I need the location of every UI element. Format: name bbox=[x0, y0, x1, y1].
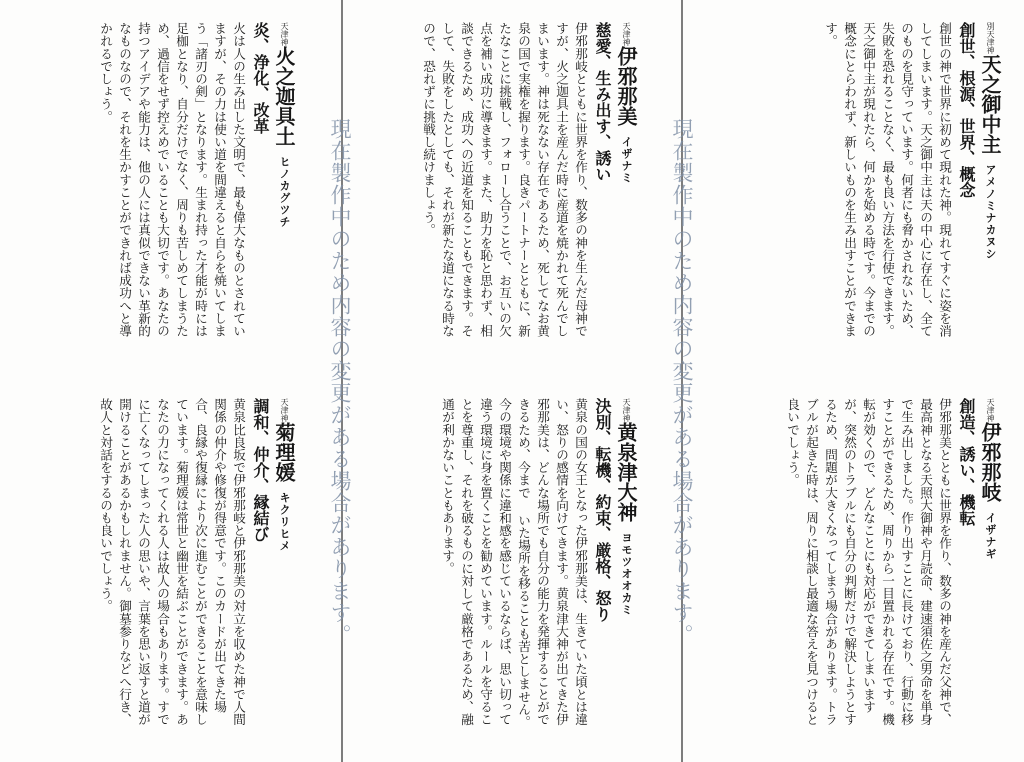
entry-keywords: 決別、転機、約束、厳格、怒り bbox=[593, 398, 612, 622]
watermark-left: 現在製作中のため内容の変更がある場合があります。 bbox=[328, 118, 352, 646]
entry-reading: キクリヒメ bbox=[278, 492, 291, 552]
entry-body: 黄泉比良坂で伊邪那岐と伊邪那美の対立を収めた神で人間関係の仲介や修復が得意です。このカードが出てきた場合、良縁や復縁により次に進むことができることを意味しています。菊理媛は常世と幽世を結ぶことができます。あなたの力になってくれる人は故人の場合もあります。すでに亡くなってしまった人の思いや、言葉を思い返すと道が開けることがあるかもしれません。御墓参りなどへ行き、故人と対話をするのも良いでしょう。 bbox=[98, 398, 246, 726]
entry-name: 菊理媛 bbox=[272, 422, 296, 482]
entry-reading: ヒノカグツチ bbox=[278, 156, 291, 228]
entry-amenominakanushi bbox=[821, 22, 1002, 344]
entry-name: 黄泉津大神 bbox=[614, 422, 638, 522]
entry-keywords: 調和、仲介、縁結び bbox=[251, 398, 270, 542]
entry-keywords: 炎、浄化、改革 bbox=[251, 22, 270, 134]
entry-keywords: 慈愛、生み出す、誘い bbox=[593, 22, 612, 182]
entry-body: 伊邪那岐とともに世界を作り、数多の神を生んだ母神ですが、火之迦具土を産んだ時に産道を焼かれて死んでしまいます。神は死なない存在であるため、死してなお黄泉の国で実権を握ります。良きパートナーとともに、新たなことに挑戦し、フォローし合うことで、お互いの欠点を補い成功に導きます。また、助力を恥と思わず、相談できるため、成功への近道を知ることもできます。そして、失敗をしたとしても、それが新たな道になる時なので、恐れずに挑戦し続けましょう。 bbox=[421, 22, 588, 337]
entry-body: 創世の神で世界に初めて現れた神。現れてすぐに姿を消してしまいます。天之御中主は天の中心に存在し、全てのものを見守っています。何者にも脅かされないため、失敗を恐れることなく、最も良い方法を行使できます。天之御中主が現れたら、何かを始める時です。今までの概念にとらわれず、新しいものを生み出すことができます。 bbox=[823, 22, 952, 337]
entry-body: 火は人の生み出した文明で、最も偉大なものとされていますが、その力は使い道を間違えると自らを焼いてしまう「諸刃の剣」となります。生まれ持った才能が時には足枷となり、自分だけでなく、周りも苦しめてしまうため、過信をせず控えめでいることも大切です。あなたの持つアイデアや能力は、他の人には真似できない革新的なものなので、それを生かすことができれば成功へと導かれるでしょう。 bbox=[98, 22, 246, 337]
entry-name: 火之迦具土 bbox=[272, 46, 296, 146]
entry-reading: イザナミ bbox=[620, 136, 633, 184]
entry-category: 天津神 bbox=[622, 22, 631, 46]
entry-category: 別天津神 bbox=[986, 22, 995, 54]
entry-category: 天津神 bbox=[280, 398, 289, 422]
watermark-right: 現在製作中のため内容の変更がある場合があります。 bbox=[670, 118, 694, 646]
entry-hinokagutsuchi bbox=[96, 22, 296, 344]
entry-name: 伊邪那岐 bbox=[978, 422, 1002, 502]
entry-keywords: 創造、誘い、機転 bbox=[957, 398, 976, 526]
entry-category: 天津神 bbox=[622, 398, 631, 422]
entry-name: 天之御中主 bbox=[978, 54, 1002, 154]
entry-body: 黄泉の国の女王となった伊邪那美は、生きていた頃とは違い、怒りの感情を向けてきます。黄泉津大神が出てきた伊邪那美は、どんな場所でも自分の能力を発揮することができるため、今まで いた場所を移ることも苦としません。今の環境や関係に違和感を感じているならば、思い切って違う環境に身を置くことを勧めています。ルールを守ることを尊重し、それを破るものに対して厳格であるため、融通が利かないこともあります。 bbox=[440, 398, 588, 728]
entry-body: 伊邪那美とともに世界を作り、数多の神を産んだ父神で、最高神となる天照大御神や月読命、建速須佐之男命を単身で生み出しました。作り出すことに長けており、行動に移すことができるため、周りから一目置かれる存在です。機転が効くので、どんなことにも対応ができてしまいますが、突然のトラブルにも自分の判断だけで解決しようとするため、問題が大きくなってしまう場合があります。トラブルが起きた時は、周りに相談し最適な答えを見つけると良いでしょう。 bbox=[785, 398, 952, 726]
entry-keywords: 創世、根源、世界、概念 bbox=[957, 22, 976, 198]
entry-reading: ヨモツオオカミ bbox=[620, 532, 633, 616]
entry-izanagi bbox=[783, 398, 1002, 736]
entry-kikurihime bbox=[96, 398, 296, 736]
entry-yomotsuokami bbox=[438, 398, 638, 736]
entry-category: 天津神 bbox=[280, 22, 289, 46]
entry-reading: イザナギ bbox=[984, 512, 997, 560]
entry-category: 天津神 bbox=[986, 398, 995, 422]
entry-name: 伊邪那美 bbox=[614, 46, 638, 126]
entry-izanami bbox=[419, 22, 638, 344]
entry-reading: アメノミナカヌシ bbox=[984, 164, 997, 260]
